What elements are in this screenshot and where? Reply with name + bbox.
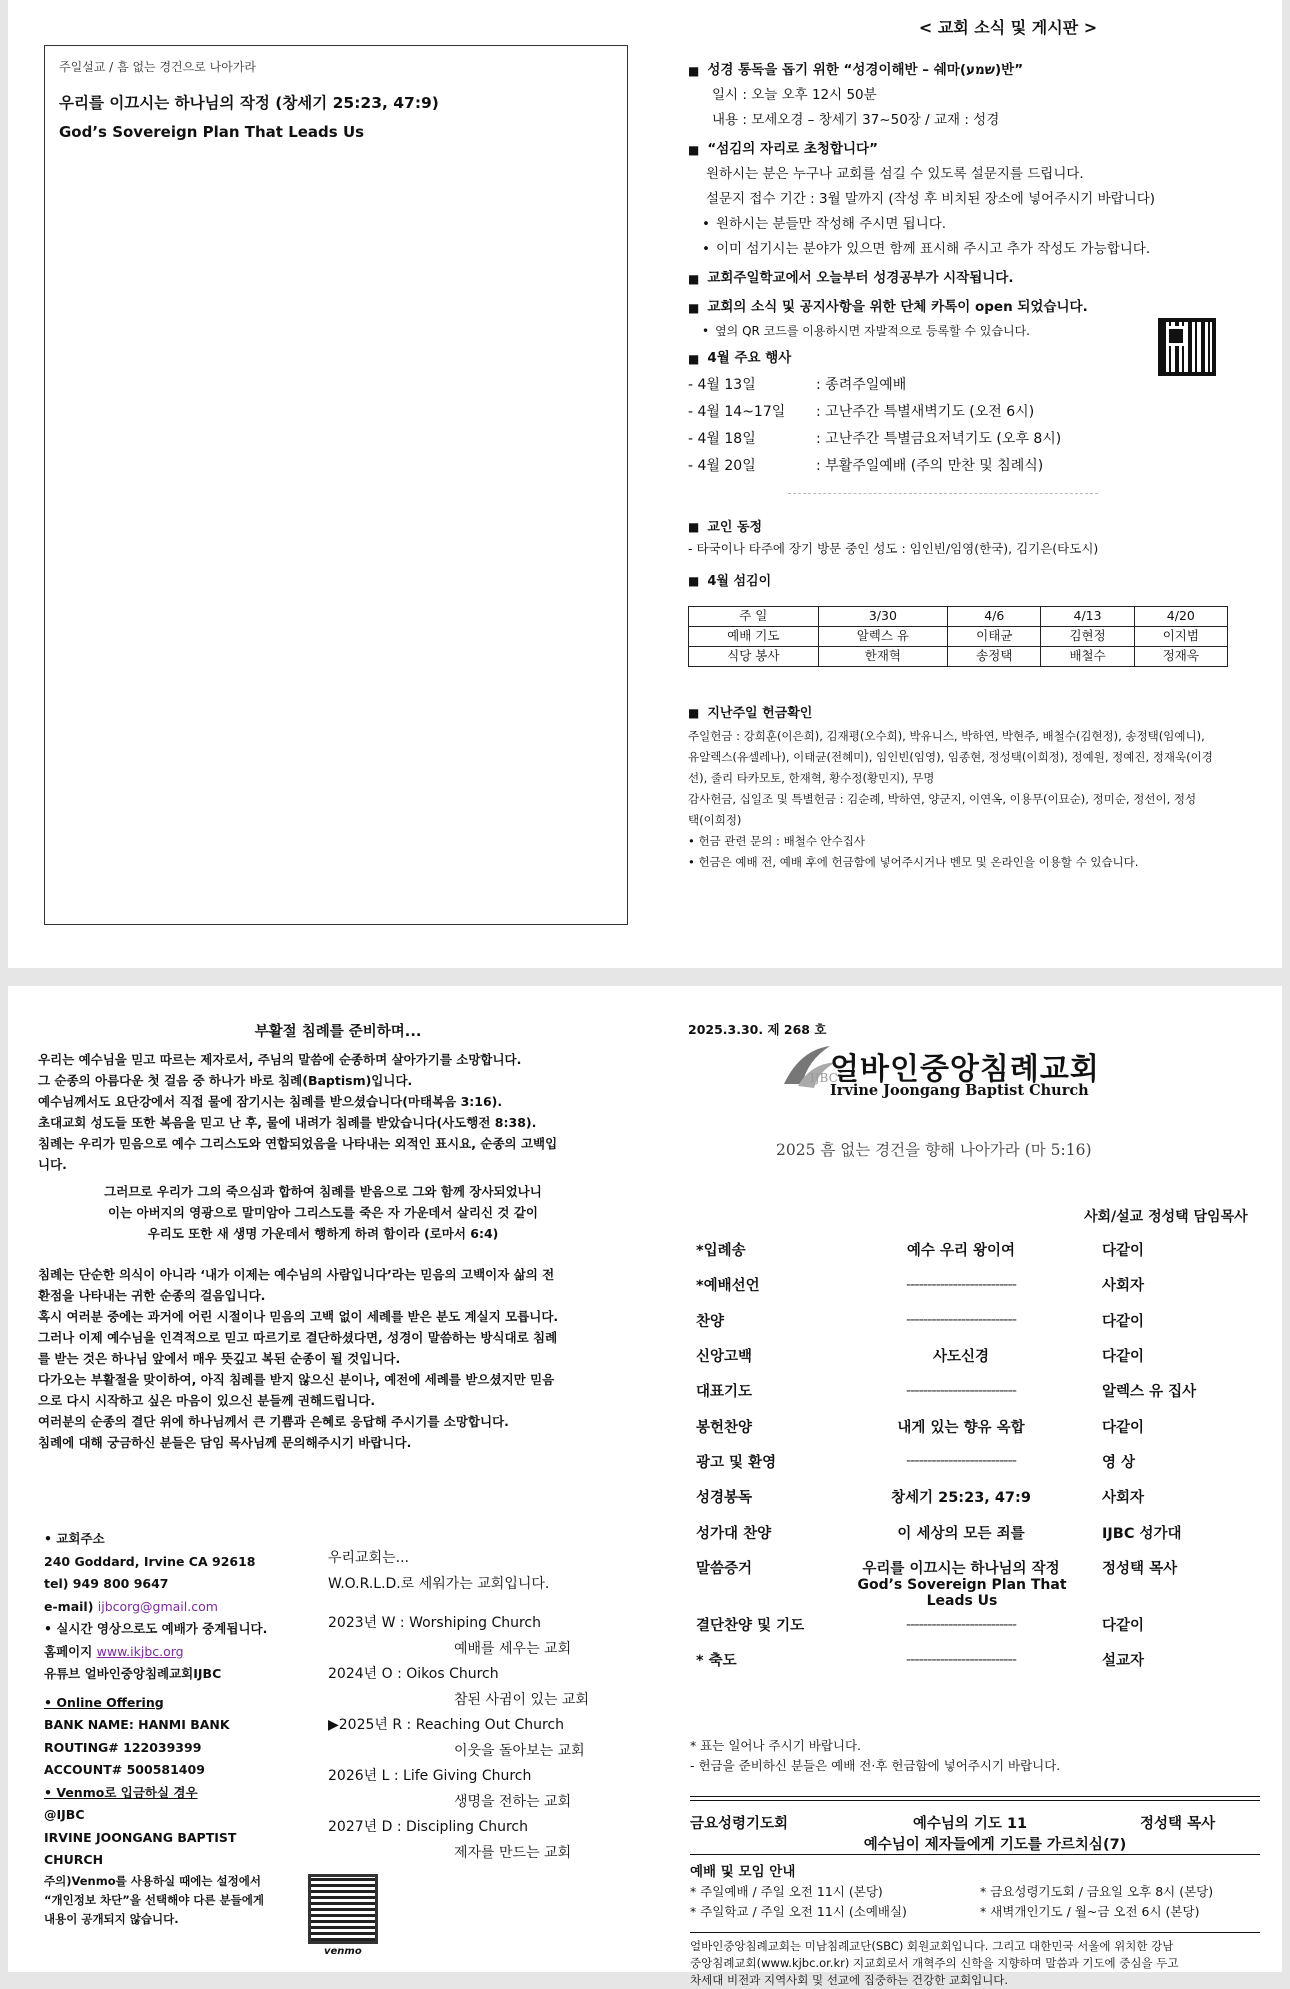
divider xyxy=(690,1854,1260,1855)
bank-name: BANK NAME: HANMI BANK xyxy=(44,1717,230,1732)
vision-year: 2026년 L : Life Giving Church xyxy=(328,1768,532,1784)
routing-number: ROUTING# 122039399 xyxy=(44,1739,202,1755)
order-item-content: -------------------------- xyxy=(905,1453,1017,1470)
event-row: - 4월 20일 : 부활주일예배 (주의 만찬 및 침례식) xyxy=(688,457,1044,474)
offering-line: 감사헌금, 십일조 및 특별헌금 : 김순례, 박하연, 양군지, 이연옥, 이용무(이묘순), 정미순, 정선이, 정성 xyxy=(688,792,1197,806)
notice-item: ■ “섬김의 자리로 초청합니다” xyxy=(688,140,878,157)
offering-line: 유알렉스(유셀레나), 이태균(전혜미), 임인빈(임영), 임종현, 정성택(이희정), 정예원, 정예진, 정재욱(이경 xyxy=(688,750,1213,764)
table-cell: 한재혁 xyxy=(818,647,948,667)
vision-desc: 예배를 세우는 교회 xyxy=(454,1640,572,1657)
vision-year: ▶2025년 R : Reaching Out Church xyxy=(328,1717,565,1733)
online-offering-heading: • Online Offering xyxy=(44,1694,164,1710)
table-cell: 김현정 xyxy=(1041,627,1134,647)
notice-detail: 원하시는 분은 누구나 교회를 섬길 수 있도록 설문지를 드립니다. xyxy=(706,165,1084,182)
sermon-title-en: God’s Sovereign Plan That Leads Us xyxy=(857,1576,1067,1609)
offering-line: 선), 줄리 타카모토, 한재혁, 황수정(황민지), 무명 xyxy=(688,771,935,785)
service-leader: 사회/설교 정성택 담임목사 xyxy=(1084,1209,1248,1225)
phone: tel) 949 800 9647 xyxy=(44,1576,169,1591)
table-row xyxy=(689,627,1228,647)
prayer-subtitle: 예수님이 제자들에게 기도를 가르치심(7) xyxy=(863,1837,1127,1853)
issue-number: 2025.3.30. 제 268 호 xyxy=(688,1022,827,1037)
friday-prayer xyxy=(690,1812,1260,1854)
order-item-leader: 사회자 xyxy=(1102,1490,1145,1507)
venmo-logo: venmo xyxy=(324,1946,362,1957)
table-header-cell: 4/6 xyxy=(948,607,1041,627)
order-item-leader: 다같이 xyxy=(1102,1419,1145,1436)
order-item-name: 찬양 xyxy=(696,1313,725,1330)
notice-item: ■ 교회주일학교에서 오늘부터 성경공부가 시작됩니다. xyxy=(688,269,1014,286)
order-row xyxy=(696,1267,1256,1302)
email-link[interactable]: ijbcorg@gmail.com xyxy=(97,1598,218,1614)
baptism-article xyxy=(38,1022,638,1453)
notice-item: ■ 4월 주요 행사 xyxy=(688,349,792,366)
kakao-qr-code[interactable] xyxy=(1158,318,1216,376)
order-of-service xyxy=(696,1232,1256,1678)
email-line: e-mail) ijbcorg@gmail.com xyxy=(44,1598,218,1614)
article-paragraph: 우리는 예수님을 믿고 따르는 제자로서, 주님의 말씀에 순종하며 살아가기를 소망합니다. 그 순종의 아름다운 첫 걸음 중 하나가 바로 침례(Baptism)입니다. 예수님께서도 요단강에서 직접 물에 잠기시는 침례를 받으셨습니다(마태복음 3:16). 초대교회 성도들 또한 복음을 믿고 난 후, 물에 내려가 침례를 받았습니다(사도행전 8:38). 침례는 우리가 믿음으로 예수 그리스도와 연합되었음을 나타내는 외적인 표시요, 순종의 고백입 니다. xyxy=(38,1052,558,1172)
square-bullet-icon: ■ xyxy=(688,271,700,286)
scripture-quote: 그러므로 우리가 그의 죽으심과 합하여 침례를 받음으로 그와 함께 장사되었나니 이는 아버지의 영광으로 말미암아 그리스도를 죽은 자 가운데서 살리신 것 같이 우리도 또한 새 생명 가운데서 행하게 하려 함이라 (로마서 6:4) xyxy=(104,1184,542,1241)
table-cell: 예배 기도 xyxy=(689,627,819,647)
vision-desc: 참된 사귐이 있는 교회 xyxy=(454,1691,590,1708)
order-item-leader: 설교자 xyxy=(1102,1653,1145,1670)
divider xyxy=(788,493,1098,494)
table-header-row xyxy=(689,607,1228,627)
order-item-leader: 사회자 xyxy=(1102,1278,1145,1295)
notice-item: ■ 성경 통독을 돕기 위한 “성경이해반 – 쉐마(שמע)반” xyxy=(688,61,1024,78)
table-cell: 이지범 xyxy=(1134,627,1227,647)
vision-desc: 제자를 만드는 교회 xyxy=(454,1844,572,1861)
article-title: 부활절 침례를 준비하며... xyxy=(254,1024,422,1040)
prayer-pastor: 정성택 목사 xyxy=(1140,1816,1216,1832)
order-item-content: 이 세상의 모든 죄를 xyxy=(897,1525,1025,1542)
order-item-name: * 축도 xyxy=(696,1653,737,1670)
prayer-meeting-name: 금요성령기도회 xyxy=(690,1816,789,1832)
notice-detail: 일시 : 오늘 오후 12시 50분 xyxy=(712,86,877,103)
venmo-heading: • Venmo로 입금하실 경우 xyxy=(44,1784,198,1800)
event-row: - 4월 13일 : 종려주일예배 xyxy=(688,376,907,393)
event-row: - 4월 14~17일 : 고난주간 특별새벽기도 (오전 6시) xyxy=(688,403,1035,420)
prayer-title: 예수님의 기도 11 xyxy=(912,1816,1028,1832)
order-item-leader: 다같이 xyxy=(1102,1313,1145,1330)
venmo-qr-code[interactable] xyxy=(308,1874,378,1944)
table-header-cell: 4/20 xyxy=(1134,607,1227,627)
vision-desc: 생명을 전하는 교회 xyxy=(454,1793,572,1810)
bulletin-cover xyxy=(680,1020,1270,1987)
dot-icon: • xyxy=(702,215,710,232)
table-cell: 이태균 xyxy=(948,627,1041,647)
vision-intro: 우리교회는... xyxy=(328,1550,409,1566)
order-item-content: -------------------------- xyxy=(905,1276,1017,1293)
order-item-content: -------------------------- xyxy=(905,1616,1017,1633)
order-item-content: -------------------------- xyxy=(905,1312,1017,1329)
sermon-notes-box xyxy=(44,45,628,925)
church-description: 얼바인중앙침례교회는 미남침례교단(SBC) 회원교회입니다. 그리고 대한민국 서울에 위치한 강남 중앙침례교회(www.kjbc.or.kr) 지교회로서 개혁주의 신학을 지향하며 말씀과 기도에 중심을 두고 차세대 비전과 지역사회 및 선교에 집중하는 건강한 교회입니다. xyxy=(690,1939,1179,1987)
venmo-note: “개인정보 차단”을 선택해야 다른 분들에게 xyxy=(44,1892,264,1907)
order-item-name: *입례송 xyxy=(696,1243,746,1260)
table-cell: 정재욱 xyxy=(1134,647,1227,667)
notice-item: ■ 교회의 소식 및 공지사항을 위한 단체 카톡이 open 되었습니다. xyxy=(688,298,1088,315)
table-cell: 식당 봉사 xyxy=(689,647,819,667)
square-bullet-icon: ■ xyxy=(688,574,700,588)
vision-desc: 이웃을 돌아보는 교회 xyxy=(454,1742,585,1759)
order-item-name: 봉헌찬양 xyxy=(696,1419,753,1436)
square-bullet-icon: ■ xyxy=(688,520,700,534)
order-item-content: -------------------------- xyxy=(905,1651,1017,1668)
order-row xyxy=(696,1338,1256,1373)
offering-heading: ■ 지난주일 헌금확인 xyxy=(688,706,813,721)
dot-icon: • xyxy=(702,240,710,257)
vision-year: 2023년 W : Worshiping Church xyxy=(328,1615,541,1631)
offering-line: 주일헌금 : 강희훈(이은희), 김재평(오수희), 박유니스, 박하연, 박현주, 배철수(김현정), 송정택(임예니), xyxy=(688,729,1205,743)
order-row xyxy=(696,1408,1256,1443)
order-row xyxy=(696,1642,1256,1677)
order-item-name: 결단찬양 및 기도 xyxy=(696,1618,805,1635)
order-row xyxy=(696,1232,1256,1267)
divider xyxy=(690,1932,1260,1933)
account-number: ACCOUNT# 500581409 xyxy=(44,1762,205,1777)
offering-list xyxy=(688,726,1248,873)
church-motto: 2025 흠 없는 경건을 향해 나아가라 (마 5:16) xyxy=(776,1141,1092,1159)
board-title: < 교회 소식 및 게시판 > xyxy=(918,18,1098,37)
square-bullet-icon: ■ xyxy=(688,351,700,366)
table-row xyxy=(689,647,1228,667)
offering-line: 택(이희정) xyxy=(688,813,742,827)
order-item-content: 우리를 이끄시는 하나님의 작정 xyxy=(862,1560,1060,1577)
notice-bullet: • 이미 섬기시는 분야가 있으면 함께 표시해 주시고 추가 작성도 가능합니다. xyxy=(702,240,1151,257)
dot-icon: • xyxy=(702,324,710,338)
notice-detail: 내용 : 모세오경 – 창세기 37~50장 / 교재 : 성경 xyxy=(712,111,1000,128)
meetings-list xyxy=(690,1882,1270,1922)
notice-bullet: • 원하시는 분들만 작성해 주시면 됩니다. xyxy=(702,215,947,232)
church-info xyxy=(44,1528,274,1929)
members-text: - 타국이나 타주에 장기 방문 중인 성도 : 임인빈/임영(한국), 김기은(타도시) xyxy=(688,540,1099,556)
notice-bullet: • 옆의 QR 코드를 이용하시면 자발적으로 등록할 수 있습니다. xyxy=(702,324,1030,338)
venmo-id: @IJBC xyxy=(44,1807,85,1822)
order-row xyxy=(696,1479,1256,1514)
meetings-heading: 예배 및 모임 안내 xyxy=(690,1864,796,1880)
members-heading: ■ 교인 동정 xyxy=(688,519,763,535)
serving-table xyxy=(688,606,1228,667)
offering-line: • 헌금 관련 문의 : 배철수 안수집사 xyxy=(688,834,866,848)
venmo-note: 주의)Venmo를 사용하실 때에는 설정에서 xyxy=(44,1873,261,1888)
sermon-title-en: God’s Sovereign Plan That Leads Us xyxy=(59,123,365,141)
square-bullet-icon: ■ xyxy=(688,142,700,157)
square-bullet-icon: ■ xyxy=(688,63,700,78)
order-item-content: 사도신경 xyxy=(932,1349,990,1366)
address-heading: • 교회주소 xyxy=(44,1531,105,1546)
logo-letters: IJBC xyxy=(810,1071,838,1085)
homepage-line: 홈페이지 www.ikjbc.org xyxy=(44,1643,184,1659)
sermon-title: 우리를 이끄시는 하나님의 작정 (창세기 25:23, 47:9) xyxy=(59,94,439,112)
order-item-content: -------------------------- xyxy=(905,1382,1017,1399)
bulletin-page-cover xyxy=(8,986,1282,1987)
order-item-leader: 알렉스 유 집사 xyxy=(1102,1384,1197,1401)
bulletin-page-front xyxy=(8,0,1282,968)
order-row xyxy=(696,1444,1256,1479)
world-vision xyxy=(328,1546,628,1866)
live-notice: • 실시간 영상으로도 예배가 중계됩니다. xyxy=(44,1621,268,1636)
serving-heading: ■ 4월 섬김이 xyxy=(688,573,772,589)
order-row xyxy=(696,1303,1256,1338)
order-item-name: 성가대 찬양 xyxy=(696,1525,772,1542)
venmo-note: 내용이 공개되지 않습니다. xyxy=(44,1911,179,1926)
youtube-channel: 유튜브 얼바인중앙침례교회IJBC xyxy=(44,1666,222,1681)
order-item-leader: 다같이 xyxy=(1102,1243,1145,1260)
service-notes: * 표는 일어나 주시기 바랍니다. - 헌금을 준비하신 분들은 예배 전·후 헌금함에 넣어주시기 바랍니다. xyxy=(690,1738,1061,1773)
address: 240 Goddard, Irvine CA 92618 xyxy=(44,1553,256,1569)
article-paragraph: 침례는 단순한 의식이 아니라 ‘내가 이제는 예수님의 사람입니다’라는 믿음의 고백이자 삶의 전 환점을 나타내는 귀한 순종의 걸음입니다. 혹시 여러분 중에는 과거에 어린 시절이나 믿음의 고백 없이 세례를 받은 분도 계실지 모릅니다. 그러나 이제 예수님을 인격적으로 믿고 따르기로 결단하셨다면, 성경이 말씀하는 방식대로 침례 를 받는 것은 하나님 앞에서 매우 뜻깊고 복된 순종이 될 것입니다. 다가오는 부활절을 맞이하여, 아직 침례를 받지 않으신 분이나, 예전에 세례를 받으셨지만 믿음 으로 다시 시작하고 싶은 마음이 있으신 분들께 권해드립니다. 여러분의 순종의 결단 위에 하나님께서 큰 기쁨과 은혜로 응답해 주시기를 소망합니다. 침례에 대해 궁금하신 분들은 담임 목사님께 문의해주시기 바랍니다. xyxy=(38,1267,559,1450)
homepage-link[interactable]: www.ikjbc.org xyxy=(96,1643,184,1659)
table-cell: 송정택 xyxy=(948,647,1041,667)
order-item-leader: 다같이 xyxy=(1102,1618,1145,1635)
table-header-cell: 4/13 xyxy=(1041,607,1134,627)
vision-intro: W.O.R.L.D.로 세워가는 교회입니다. xyxy=(328,1575,550,1592)
order-item-leader: 정성택 목사 xyxy=(1102,1560,1178,1577)
order-item-name: 성경봉독 xyxy=(696,1490,753,1507)
square-bullet-icon: ■ xyxy=(688,300,700,315)
square-bullet-icon: ■ xyxy=(688,706,700,720)
order-item-name: *예배선언 xyxy=(696,1278,760,1295)
church-name-en: Irvine Joongang Baptist Church xyxy=(830,1082,1089,1099)
notice-detail: 설문지 접수 기간 : 3월 말까지 (작성 후 비치된 장소에 넣어주시기 바랍니다) xyxy=(706,190,1156,207)
order-item-content: 내게 있는 향유 옥합 xyxy=(897,1419,1025,1436)
church-name: 얼바인중앙침례교회 xyxy=(830,1052,1100,1087)
order-item-name: 신앙고백 xyxy=(696,1349,753,1366)
vision-year: 2027년 D : Discipling Church xyxy=(328,1819,528,1835)
order-item-content: 창세기 25:23, 47:9 xyxy=(891,1490,1031,1507)
list-item: * 주일예배 / 주일 오전 11시 (본당) * 금요성령기도회 / 금요일 오후 8시 (본당) xyxy=(690,1884,1214,1899)
vision-year: 2024년 O : Oikos Church xyxy=(328,1666,499,1682)
order-item-name: 대표기도 xyxy=(696,1384,753,1401)
order-item-leader: 다같이 xyxy=(1102,1349,1145,1366)
bulletin-board xyxy=(688,20,1248,873)
event-row: - 4월 18일 : 고난주간 특별금요저녁기도 (오후 8시) xyxy=(688,430,1062,447)
order-item-name: 광고 및 환영 xyxy=(696,1454,777,1471)
order-item-leader: 영 상 xyxy=(1102,1454,1136,1471)
table-cell: 배철수 xyxy=(1041,647,1134,667)
order-item-leader: IJBC 성가대 xyxy=(1102,1525,1182,1542)
offering-line: • 헌금은 예배 전, 예배 후에 헌금함에 넣어주시거나 벤모 및 온라인을 이용할 수 있습니다. xyxy=(688,855,1139,869)
divider xyxy=(690,1796,1260,1801)
sermon-category: 주일설교 / 흠 없는 경건으로 나아가라 xyxy=(59,60,256,74)
order-item-name: 말씀증거 xyxy=(696,1560,753,1577)
order-item-content: 예수 우리 왕이여 xyxy=(906,1243,1016,1260)
table-header-cell: 3/30 xyxy=(818,607,948,627)
order-row xyxy=(696,1514,1256,1549)
event-list xyxy=(688,371,1248,479)
order-row xyxy=(696,1607,1256,1642)
order-row xyxy=(696,1373,1256,1408)
list-item: * 주일학교 / 주일 오전 11시 (소예배실) * 새벽개인기도 / 월~금 오전 6시 (본당) xyxy=(690,1904,1200,1919)
table-header-cell: 주 일 xyxy=(689,607,819,627)
table-cell: 알렉스 유 xyxy=(818,627,948,647)
venmo-name: IRVINE JOONGANG BAPTIST CHURCH xyxy=(44,1829,237,1867)
